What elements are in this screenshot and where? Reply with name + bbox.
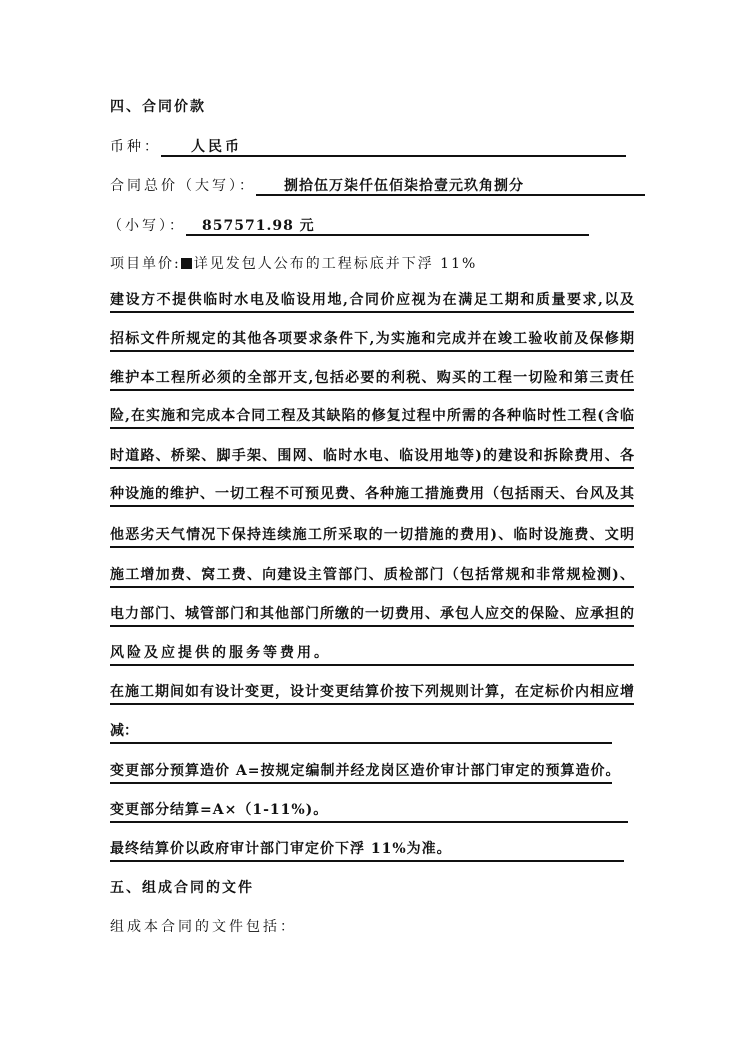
paragraph-line: 建设方不提供临时水电及临设用地,合同价应视为在满足工期和质量要求,以及: [110, 290, 634, 313]
paragraph-line: 种设施的维护、一切工程不可预见费、各种施工措施费用（包括雨天、台风及其: [110, 484, 634, 507]
formula-settlement: 变更部分结算=A×（1-11%)。: [110, 800, 628, 823]
paragraph-line: 时道路、桥梁、脚手架、围网、临时水电、临设用地等)的建设和拆除费用、各: [110, 446, 634, 469]
formula-a: 变更部分预算造价 A=按规定编制并经龙岗区造价审计部门审定的预算造价。: [110, 761, 612, 784]
paragraph-line: 他恶劣天气情况下保持连续施工所采取的一切措施的费用)、临时设施费、文明: [110, 525, 634, 548]
total-lower-label: （小写）：: [108, 218, 186, 234]
paragraph-line: 维护本工程所必须的全部开支,包括必要的利税、购买的工程一切险和第三责任: [110, 368, 634, 391]
total-upper-value: 捌拾伍万柒仟伍佰柒拾壹元玖角捌分: [256, 176, 645, 196]
change-line: 在施工期间如有设计变更，设计变更结算价按下列规则计算，在定标价内相应增: [110, 682, 634, 705]
section-4-heading: 四、合同价款: [110, 99, 206, 115]
paragraph-line: 电力部门、城管部门和其他部门所缴的一切费用、承包人应交的保险、应承担的: [110, 604, 634, 627]
total-lower-row: [108, 216, 589, 236]
currency-value: 人民币: [161, 137, 626, 157]
currency-row: [110, 137, 626, 157]
currency-label: 币种：: [110, 139, 161, 155]
paragraph-line: 施工增加费、窝工费、向建设主管部门、质检部门（包括常规和非常规检测)、: [110, 565, 634, 588]
unit-price-row: [110, 254, 477, 274]
checkbox-filled-icon: [181, 258, 192, 269]
total-upper-row: [110, 176, 645, 196]
section-5-heading: 五、组成合同的文件: [110, 880, 254, 896]
unit-price-value: 详见发包人公布的工程标底并下浮 11%: [193, 256, 478, 272]
change-line: 减：: [110, 721, 612, 744]
unit-price-label: 项目单价:: [110, 256, 181, 272]
total-upper-label: 合同总价（大写）：: [110, 178, 256, 194]
paragraph-line: 风险及应提供的服务等费用。: [110, 643, 634, 666]
final-settlement: 最终结算价以政府审计部门审定价下浮 11%为准。: [110, 839, 624, 862]
paragraph-line: 险,在实施和完成本合同工程及其缺陷的修复过程中所需的各种临时性工程(含临: [110, 406, 634, 429]
section-5-intro: 组成本合同的文件包括：: [110, 919, 297, 935]
paragraph-line: 招标文件所规定的其他各项要求条件下,为实施和完成并在竣工验收前及保修期: [110, 329, 634, 352]
total-lower-value: 857571.98 元: [186, 216, 589, 236]
